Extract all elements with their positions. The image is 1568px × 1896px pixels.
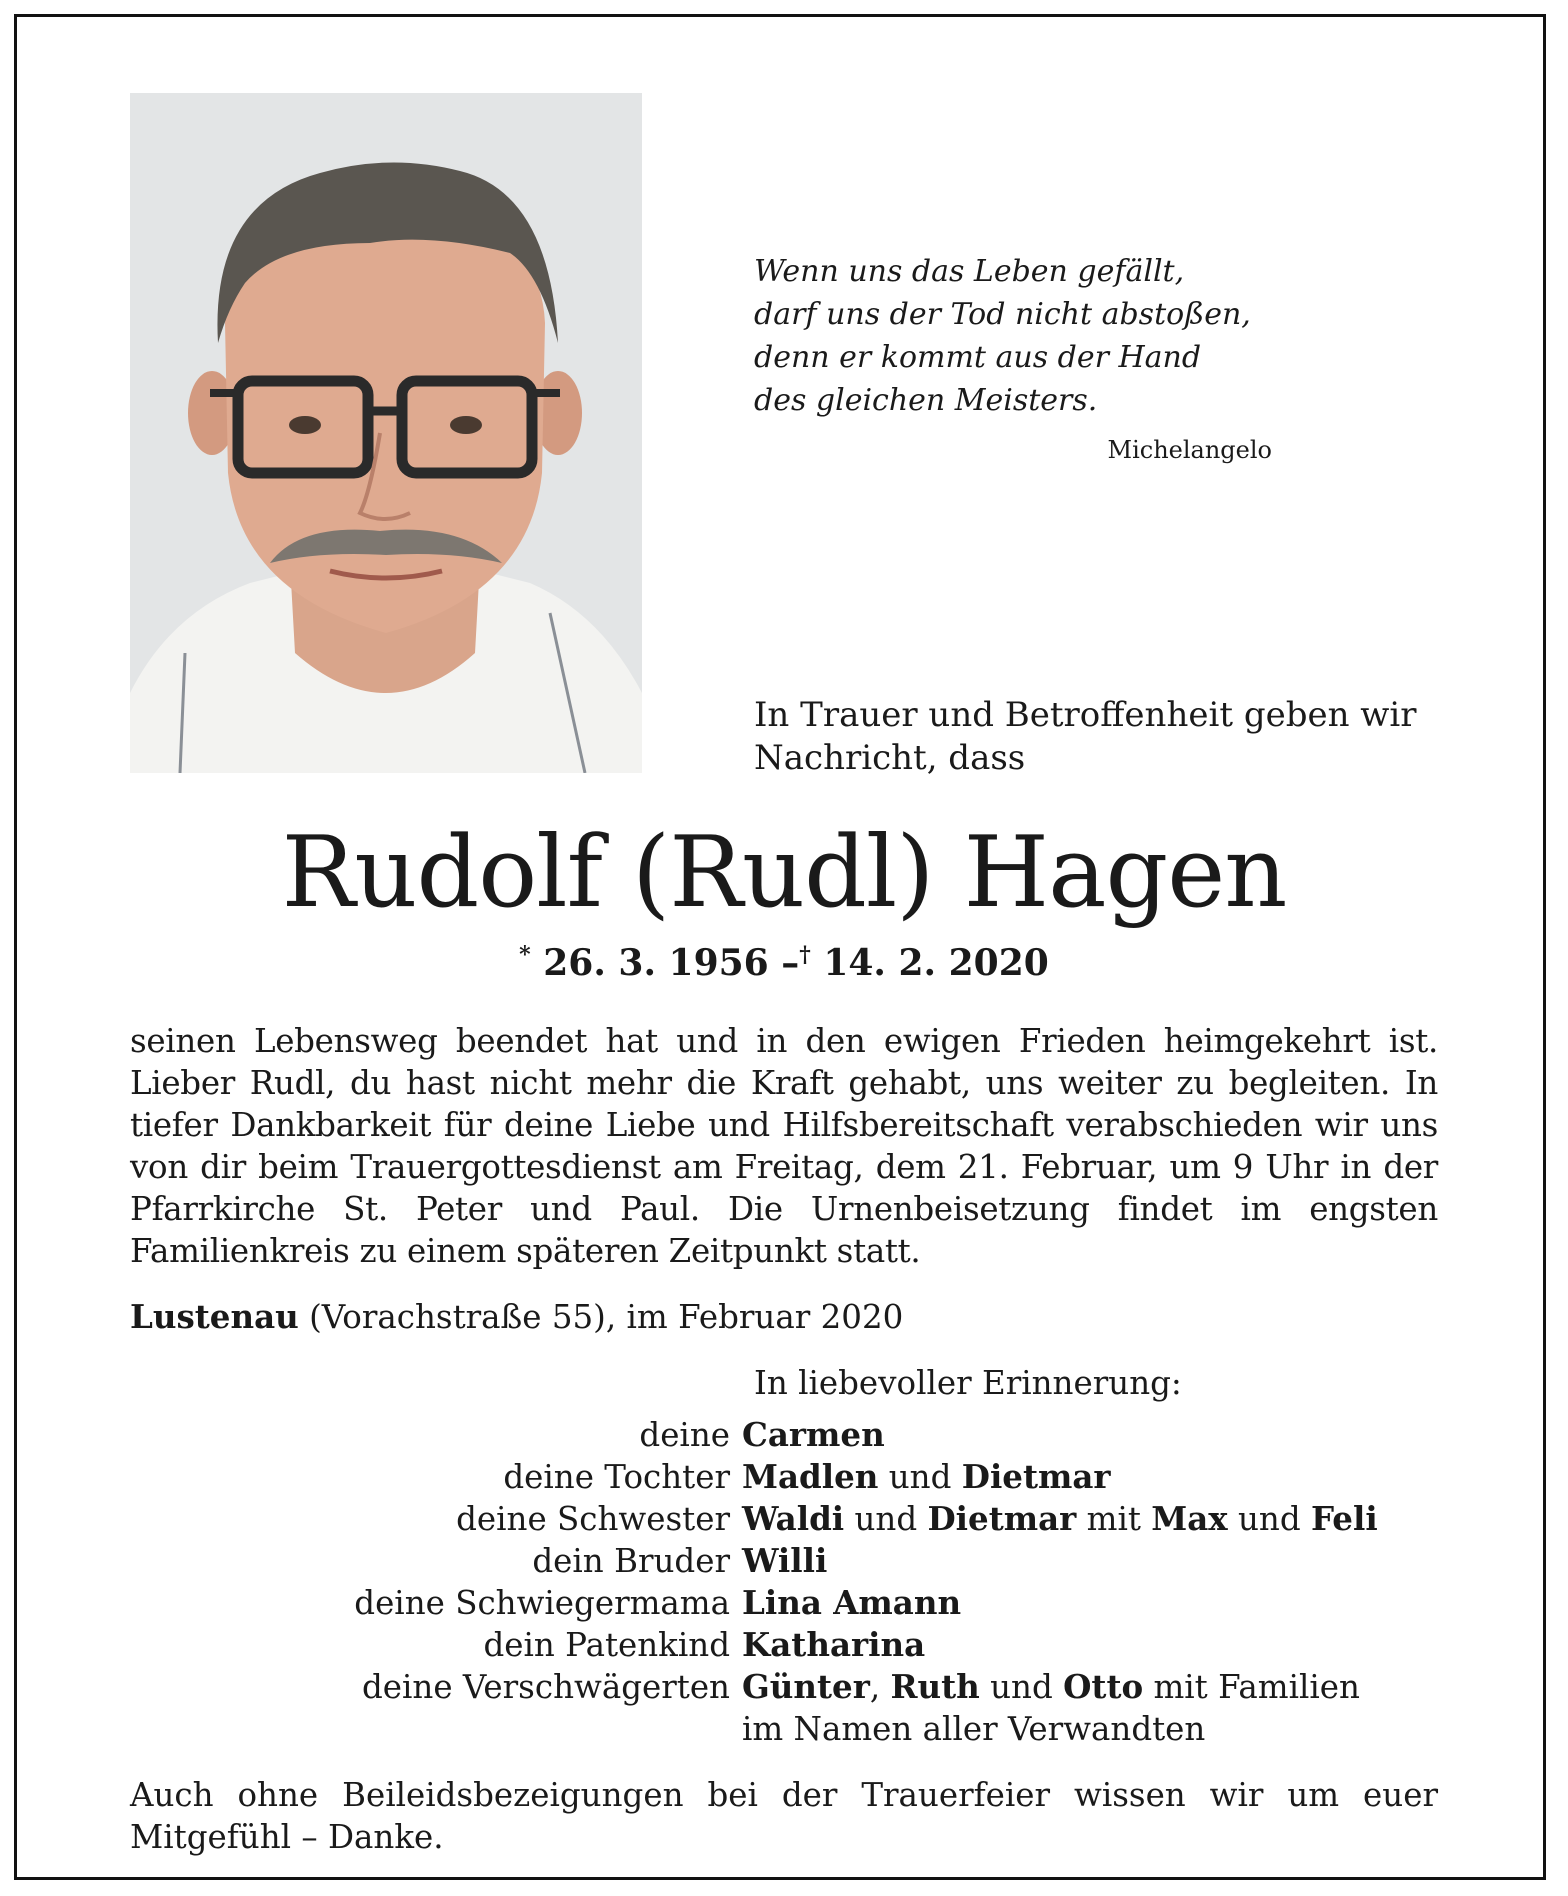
mourner-connector: im Namen aller Verwandten [742, 1710, 1206, 1748]
mourner-name: Madlen [742, 1457, 879, 1496]
mourner-relation: deine [639, 1416, 730, 1454]
life-dates [0, 942, 1568, 984]
deceased-name: Rudolf (Rudl) Hagen [281, 816, 1287, 930]
closing-text: Auch ohne Beileidsbezeigungen bei der Trauerfeier wissen wir um euer Mitgefühl – Danke. [130, 1776, 1438, 1856]
quote-author: Michelangelo [1107, 436, 1272, 464]
mourner-name: Willi [742, 1541, 828, 1580]
mourner-relation: deine Verschwägerten [362, 1668, 730, 1706]
mourner-connector: und [878, 1458, 962, 1496]
mourner-row [130, 1456, 1450, 1498]
mourner-row [130, 1414, 1450, 1456]
mourner-names [742, 1456, 1111, 1498]
mourner-name: Otto [1063, 1667, 1144, 1706]
quote-line: Wenn uns das Leben gefällt, [754, 254, 1185, 289]
mourner-relation: dein Patenkind [483, 1626, 730, 1664]
mourner-row [130, 1666, 1450, 1708]
birth-symbol: * [519, 942, 531, 968]
mourner-name: Carmen [742, 1415, 885, 1454]
quote-line: darf uns der Tod nicht abstoßen, [754, 297, 1251, 332]
place-address-date: (Vorachstraße 55), im Februar 2020 [298, 1298, 904, 1336]
mourner-names [742, 1708, 1205, 1750]
mourner-name: Feli [1311, 1499, 1378, 1538]
death-symbol: † [799, 942, 811, 968]
mourner-relation [130, 1708, 742, 1750]
mourner-name: Dietmar [961, 1457, 1111, 1496]
place-city: Lustenau [130, 1297, 299, 1336]
date-separator: – [781, 942, 800, 984]
mourner-names [742, 1582, 961, 1624]
mourner-connector: und [979, 1668, 1064, 1706]
portrait-illustration [130, 93, 642, 773]
quote-line: denn er kommt aus der Hand [754, 340, 1202, 375]
mourner-name: Katharina [742, 1625, 926, 1664]
mourner-connector: und [844, 1500, 928, 1538]
mourner-connector: und [1227, 1500, 1311, 1538]
mourner-row [130, 1624, 1450, 1666]
mourner-connector: mit Familien [1143, 1668, 1360, 1706]
mourner-name: Dietmar [927, 1499, 1077, 1538]
portrait-photo [130, 93, 642, 773]
mourner-connector: , [869, 1668, 891, 1706]
announcement-text: seinen Lebensweg beendet hat und in den ewigen Frieden heimgekehrt ist. Lieber Rudl, du hast nicht mehr die Kraft gehabt, uns weiter zu begleiten. In tiefer Dankbarkeit für deine Liebe und Hilfsbereitschaft verabschieden wir uns von dir beim Trauergottesdienst am Freitag, dem 21. Februar, um 9 Uhr in der Pfarrkirche St. Peter und Paul. Die Urnenbeisetzung findet im engsten Familienkreis zu einem späteren Zeitpunkt statt. [130, 1022, 1438, 1270]
mourner-name: Ruth [890, 1667, 980, 1706]
mourner-connector: mit [1076, 1500, 1152, 1538]
mourner-relation: deine Tochter [503, 1458, 730, 1496]
mourner-row [130, 1582, 1450, 1624]
mourner-name: Lina Amann [742, 1583, 962, 1622]
mourner-name: Günter [742, 1667, 870, 1706]
mourner-row [130, 1540, 1450, 1582]
quote [754, 250, 1251, 422]
mourner-names [742, 1498, 1378, 1540]
memory-heading: In liebevoller Erinnerung: [754, 1364, 1182, 1402]
mourner-name: Waldi [742, 1499, 845, 1538]
intro-line: Nachricht, dass [754, 738, 1026, 778]
mourner-names [742, 1624, 925, 1666]
birth-date: 26. 3. 1956 [543, 942, 769, 984]
mourner-relation: deine Schwester [456, 1500, 730, 1538]
mourner-row [130, 1708, 1450, 1750]
mourner-row [130, 1498, 1450, 1540]
mourner-relation: dein Bruder [532, 1542, 730, 1580]
mourner-names [742, 1540, 827, 1582]
mourner-names [742, 1414, 885, 1456]
quote-line: des gleichen Meisters. [754, 383, 1098, 418]
place-date-line [130, 1296, 903, 1338]
mourner-names [742, 1666, 1360, 1708]
intro-text [754, 694, 1417, 780]
mourner-name: Max [1151, 1499, 1228, 1538]
intro-line: In Trauer und Betroffenheit geben wir [754, 695, 1417, 735]
death-date: 14. 2. 2020 [823, 942, 1049, 984]
mourner-relation: deine Schwiegermama [354, 1584, 730, 1622]
mourners-list [130, 1414, 1450, 1750]
